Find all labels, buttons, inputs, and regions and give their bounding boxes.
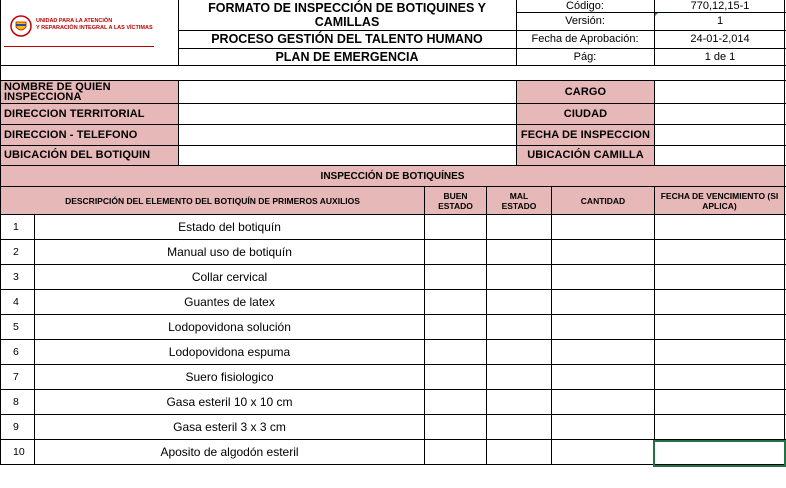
table-row	[0, 215, 786, 240]
row-number: 8	[13, 396, 19, 408]
table-row	[0, 265, 786, 290]
item-description: Suero fisiologico	[185, 370, 274, 384]
label-city: CIUDAD	[517, 103, 654, 124]
expiry-date-cell[interactable]	[655, 215, 784, 239]
label-territorial-direction: DIRECCION TERRITORIAL	[1, 103, 178, 124]
city-field[interactable]	[654, 103, 784, 124]
good-condition-cell[interactable]	[425, 440, 486, 464]
bad-condition-cell[interactable]	[487, 365, 551, 389]
expiry-date-cell[interactable]	[655, 265, 784, 289]
table-row	[0, 315, 786, 340]
quantity-cell[interactable]	[552, 365, 654, 389]
item-description: Manual uso de botiquín	[167, 245, 292, 259]
good-condition-cell[interactable]	[425, 240, 486, 264]
table-row	[0, 290, 786, 315]
item-description: Lodopovidona solución	[168, 320, 291, 334]
expiry-date-cell[interactable]	[655, 315, 784, 339]
bad-condition-cell[interactable]	[487, 415, 551, 439]
label-inspection-date: FECHA DE INSPECCION	[517, 124, 654, 145]
stretcher-location-field[interactable]	[654, 145, 784, 165]
logo-text-line2: Y REPARACIÓN INTEGRAL A LAS VÍCTIMAS	[36, 25, 153, 31]
address-phone-field[interactable]	[178, 124, 516, 145]
label-stretcher-location: UBICACIÓN CAMILLA	[517, 145, 654, 165]
good-condition-cell[interactable]	[425, 290, 486, 314]
bad-condition-cell[interactable]	[487, 315, 551, 339]
inspection-date-field[interactable]	[654, 124, 784, 145]
meta-label-code: Código:	[566, 0, 604, 12]
meta-label-version: Versión:	[565, 15, 605, 27]
bad-condition-cell[interactable]	[487, 265, 551, 289]
col-header-good-condition: BUEN ESTADO	[425, 187, 486, 215]
bad-condition-cell[interactable]	[487, 390, 551, 414]
shield-logo-icon	[10, 14, 32, 38]
good-condition-cell[interactable]	[425, 315, 486, 339]
expiry-date-cell[interactable]	[655, 240, 784, 264]
quantity-cell[interactable]	[552, 390, 654, 414]
good-condition-cell[interactable]	[425, 415, 486, 439]
row-number: 9	[13, 421, 19, 433]
form-title: FORMATO DE INSPECCIÓN DE BOTIQUINES Y CAMILLAS	[208, 1, 486, 29]
col-header-quantity: CANTIDAD	[552, 187, 654, 215]
good-condition-cell[interactable]	[425, 340, 486, 364]
meta-value-page: 1 de 1	[704, 50, 736, 63]
table-row	[0, 240, 786, 265]
bad-condition-cell[interactable]	[487, 290, 551, 314]
plan-title: PLAN DE EMERGENCIA	[275, 49, 419, 64]
quantity-cell[interactable]	[552, 340, 654, 364]
expiry-date-cell[interactable]	[655, 390, 784, 414]
document-header	[0, 0, 786, 66]
table-row	[0, 390, 786, 415]
bad-condition-cell[interactable]	[487, 440, 551, 464]
bad-condition-cell[interactable]	[487, 340, 551, 364]
row-number: 6	[13, 346, 19, 358]
territorial-direction-field[interactable]	[178, 103, 516, 124]
item-description: Gasa esteril 3 x 3 cm	[173, 420, 286, 434]
quantity-cell[interactable]	[552, 440, 654, 464]
meta-value-code: 770,12,15-1	[690, 0, 750, 12]
item-description: Gasa esteril 10 x 10 cm	[166, 395, 293, 409]
row-number: 2	[13, 246, 19, 258]
quantity-cell[interactable]	[552, 415, 654, 439]
expiry-date-cell[interactable]	[655, 415, 784, 439]
row-number: 10	[13, 446, 25, 458]
good-condition-cell[interactable]	[425, 390, 486, 414]
kit-location-field[interactable]	[178, 145, 516, 165]
bad-condition-cell[interactable]	[487, 240, 551, 264]
quantity-cell[interactable]	[552, 215, 654, 239]
table-row	[0, 340, 786, 365]
meta-value-version: 1	[716, 15, 724, 27]
item-description: Collar cervical	[191, 270, 268, 284]
table-body	[0, 215, 786, 467]
quantity-cell[interactable]	[552, 290, 654, 314]
meta-label-page: Pág:	[573, 50, 597, 63]
bad-condition-cell[interactable]	[487, 215, 551, 239]
item-description: Estado del botiquín	[178, 220, 281, 234]
inspection-info-section	[0, 80, 786, 166]
quantity-cell[interactable]	[552, 265, 654, 289]
row-number: 7	[13, 371, 19, 383]
label-kit-location: UBICACIÓN DEL BOTIQUIN	[1, 145, 178, 165]
table-row	[0, 365, 786, 390]
item-description: Aposito de algodón esteril	[160, 445, 299, 459]
row-number: 3	[13, 271, 19, 283]
section-title: INSPECCIÓN DE BOTIQUÍNES	[1, 166, 784, 186]
label-address-phone: DIRECCION - TELEFONO	[1, 124, 178, 145]
expiry-date-cell[interactable]	[655, 290, 784, 314]
quantity-cell[interactable]	[552, 315, 654, 339]
label-inspector-name: NOMBRE DE QUIEN INSPECCIONA	[1, 81, 178, 103]
meta-label-approval-date: Fecha de Aprobación:	[531, 33, 639, 45]
logo-text-line1: UNIDAD PARA LA ATENCIÓN	[36, 18, 113, 24]
label-position: CARGO	[517, 81, 654, 103]
item-description: Lodopovidona espuma	[168, 345, 291, 359]
col-header-bad-condition: MAL ESTADO	[487, 187, 551, 215]
good-condition-cell[interactable]	[425, 365, 486, 389]
selected-cell[interactable]	[653, 440, 786, 467]
expiry-date-cell[interactable]	[655, 365, 784, 389]
row-number: 1	[13, 221, 19, 233]
meta-value-approval-date: 24-01-2,014	[690, 33, 750, 45]
row-number: 5	[13, 321, 19, 333]
table-row	[0, 415, 786, 440]
col-header-description: DESCRIPCIÓN DEL ELEMENTO DEL BOTIQUÍN DE PRIMEROS AUXILIOS	[1, 187, 424, 215]
expiry-date-cell[interactable]	[655, 340, 784, 364]
col-header-expiry-date: FECHA DE VENCIMIENTO (SI APLICA)	[655, 187, 784, 215]
good-condition-cell[interactable]	[425, 265, 486, 289]
inspector-name-field[interactable]	[178, 81, 516, 103]
position-field[interactable]	[654, 81, 784, 103]
row-number: 4	[13, 296, 19, 308]
quantity-cell[interactable]	[552, 240, 654, 264]
good-condition-cell[interactable]	[425, 215, 486, 239]
table-header	[0, 186, 786, 215]
process-title: PROCESO GESTIÓN DEL TALENTO HUMANO	[211, 32, 483, 46]
item-description: Guantes de latex	[184, 295, 275, 309]
logo	[10, 12, 160, 42]
